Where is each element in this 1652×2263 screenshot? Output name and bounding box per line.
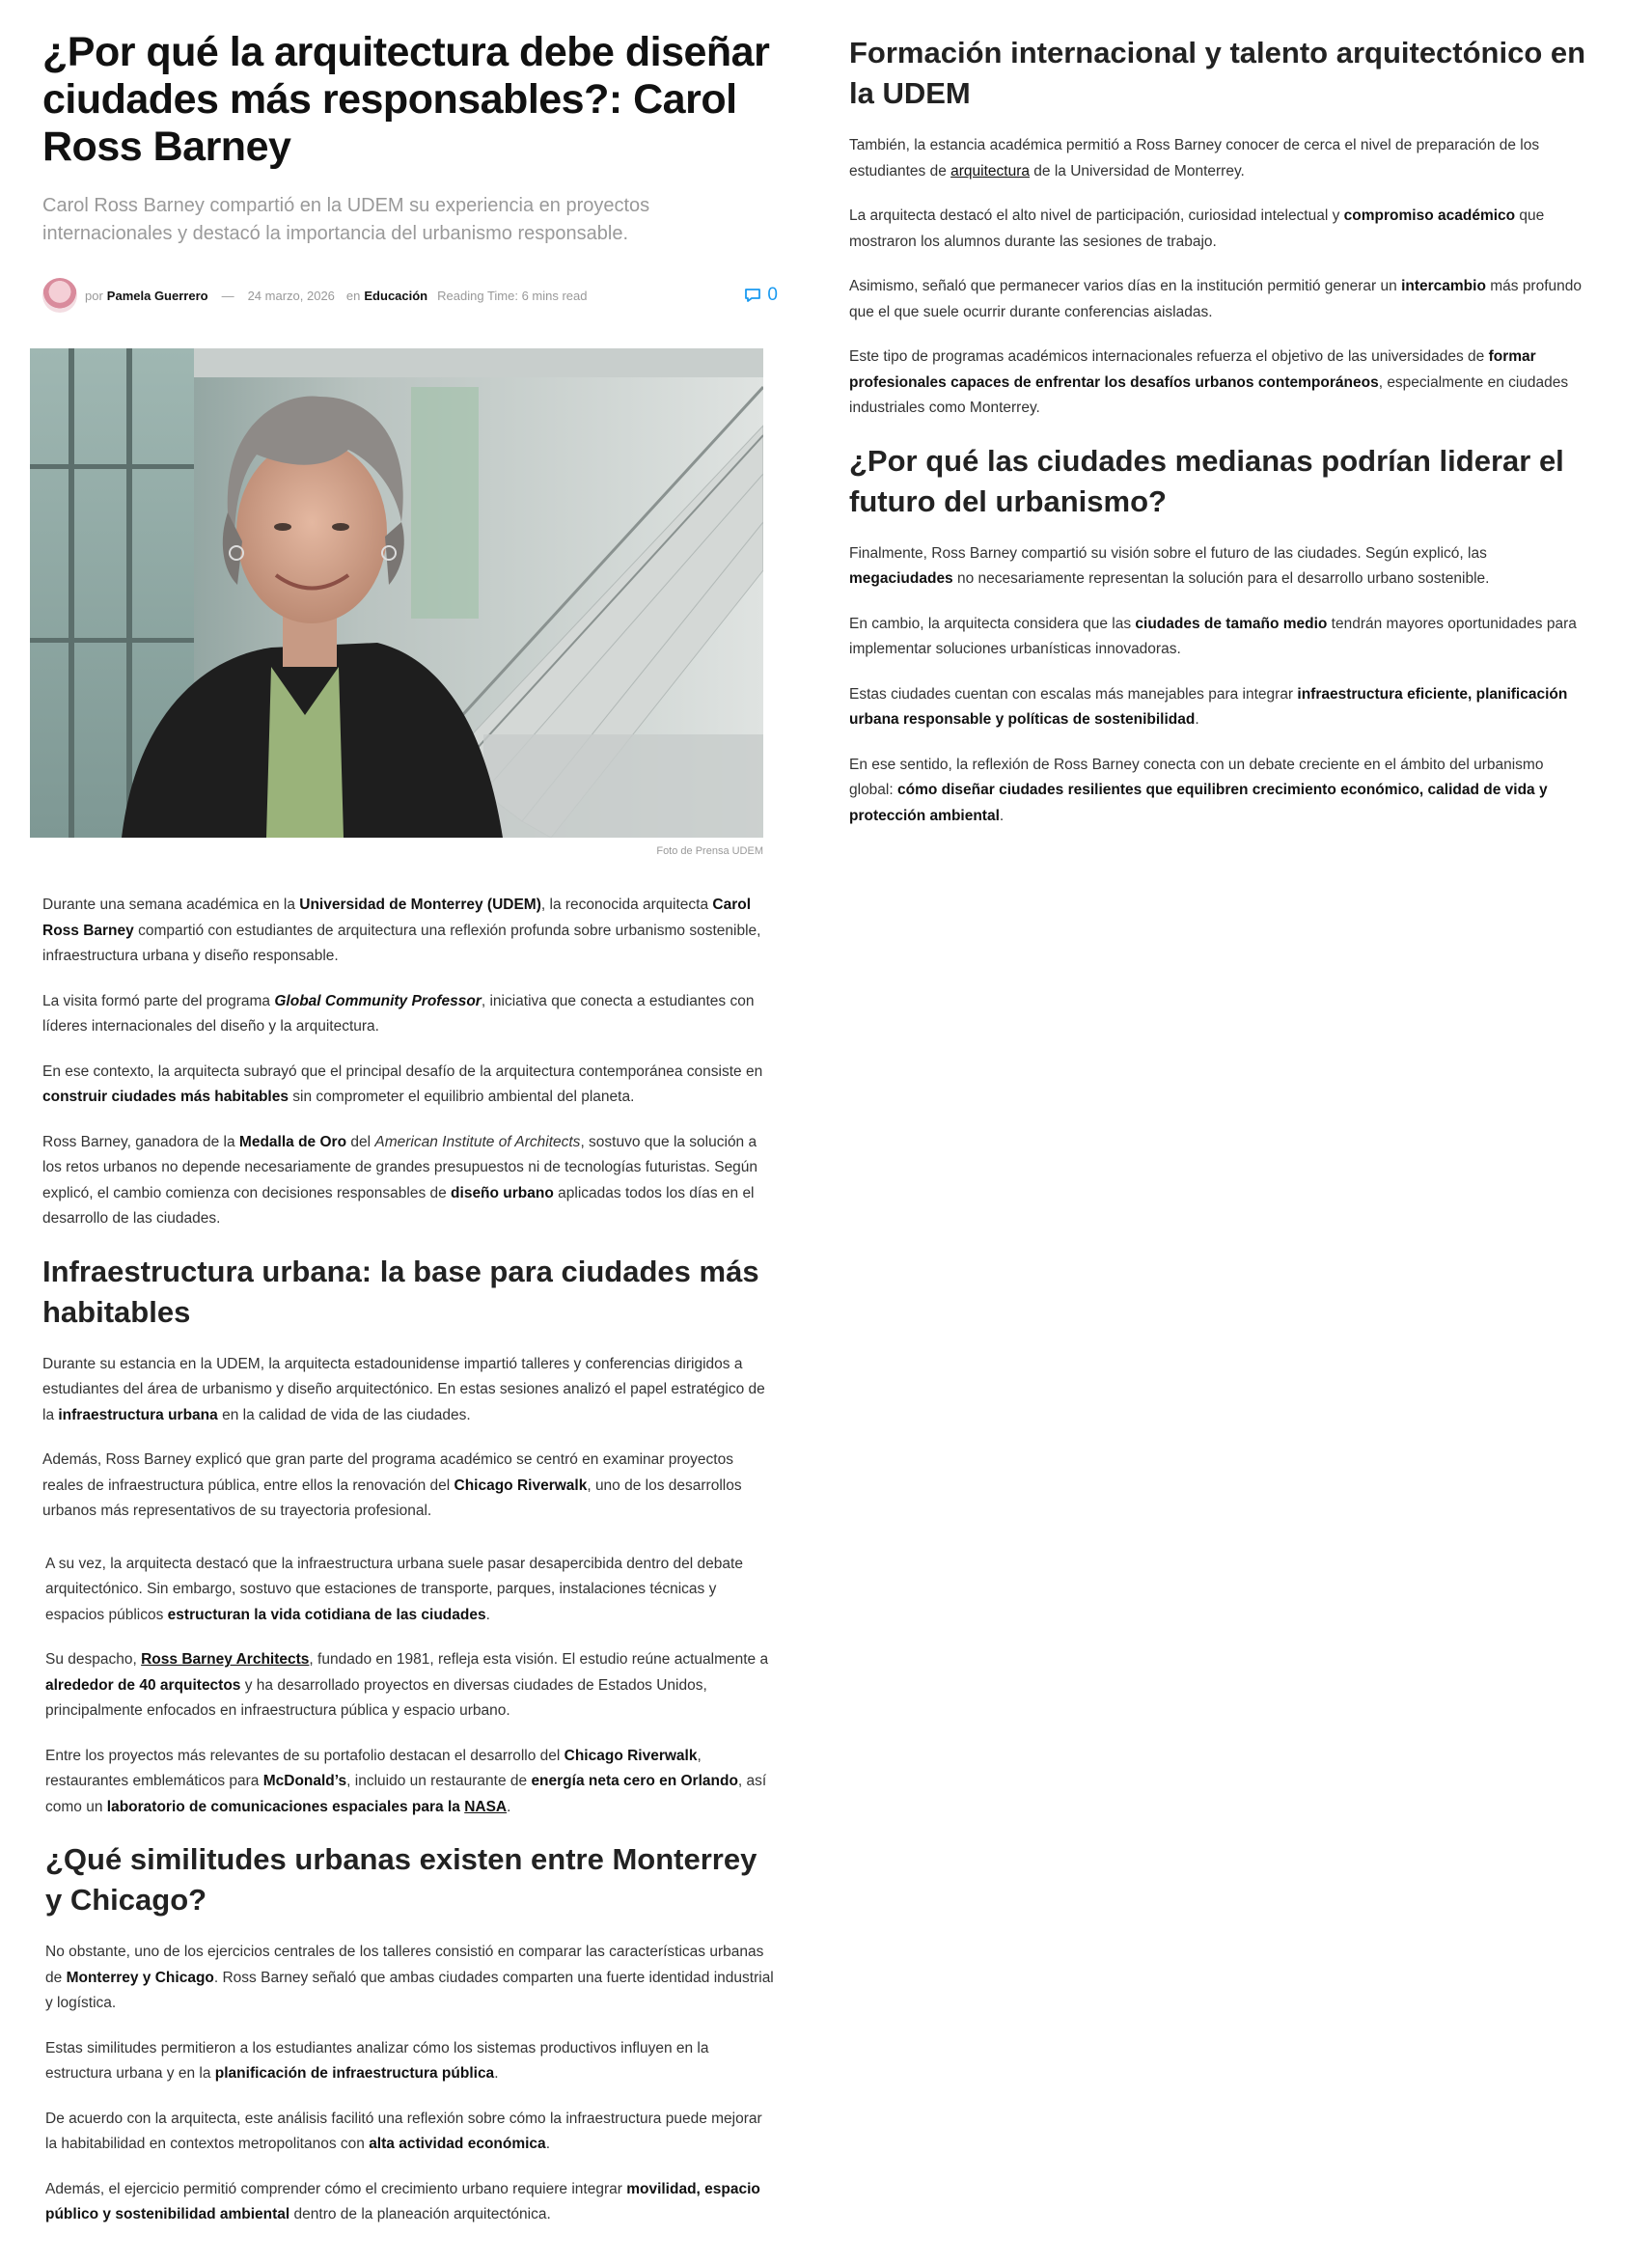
paragraph: Estas ciudades cuentan con escalas más manejables para integrar infraestructura eficiente, planificación urbana responsable y políticas de sostenibilidad. — [849, 685, 1568, 728]
section-heading: ¿Qué similitudes urbanas existen entre Monterrey y Chicago? — [45, 1842, 757, 1917]
paragraph: Su despacho, Ross Barney Architects, fundado en 1981, refleja esta visión. El estudio reúne actualmente a alrededor de 40 arquitectos y ha desarrollado proyectos en diversas ciudades de Estados Unidos, principalmente enfocados en infraestructura pública y espacio urbano. — [45, 1651, 769, 1719]
comment-icon — [744, 288, 761, 303]
image-caption: Foto de Prensa UDEM — [656, 845, 763, 857]
paragraph: Asimismo, señaló que permanecer varios días en la institución permitió generar un intercambio más profundo que el que suele ocurrir durante conferencias aisladas. — [849, 278, 1583, 320]
hero-illustration — [30, 348, 763, 838]
paragraph: La arquitecta destacó el alto nivel de participación, curiosidad intelectual y compromiso académico que mostraron los alumnos durante las sesiones de trabajo. — [849, 207, 1545, 250]
paragraph: Este tipo de programas académicos internacionales refuerza el objetivo de las universidades de formar profesionales capaces de enfrentar los desafíos urbanos contemporáneos, especialmente en ciudades industriales como Monterrey. — [849, 348, 1569, 416]
author-link[interactable]: Pamela Guerrero — [106, 288, 208, 303]
category-link[interactable]: Educación — [364, 288, 428, 303]
article-body-left — [42, 893, 778, 2248]
paragraph: La visita formó parte del programa Global Community Professor, iniciativa que conecta a estudiantes con líderes internacionales del diseño y la arquitectura. — [42, 992, 755, 1035]
paragraph: Finalmente, Ross Barney compartió su visión sobre el futuro de las ciudades. Según explicó, las megaciudades no necesariamente representan la solución para el desarrollo urbano sostenible. — [849, 544, 1490, 587]
article-header — [42, 29, 778, 314]
paragraph: En ese contexto, la arquitecta subrayó que el principal desafío de la arquitectura contemporánea consiste en construir ciudades más habitables sin comprometer el equilibrio ambiental del planeta. — [42, 1063, 763, 1105]
arquitectura-link[interactable]: arquitectura — [950, 162, 1030, 179]
paragraph: A su vez, la arquitecta destacó que la infraestructura urbana suele pasar desapercibida dentro del debate arquitectónico. Sin embargo, sostuvo que estaciones de transporte, parques, instalaciones técnicas y espacios públicos estructuran la vida cotidiana de las ciudades. — [45, 1555, 743, 1623]
section-heading: Infraestructura urbana: la base para ciudades más habitables — [42, 1254, 759, 1329]
paragraph: Estas similitudes permitieron a los estudiantes analizar cómo los sistemas productivos influyen en la estructura urbana y en la planificación de infraestructura pública. — [45, 2039, 709, 2082]
paragraph: Ross Barney, ganadora de la Medalla de Oro del American Institute of Architects, sostuvo que la solución a los retos urbanos no depende necesariamente de grandes presupuestos ni de tecnologías futuristas. Según explicó, el cambio comienza con decisiones responsables de diseño urbano aplicadas todos los días en el desarrollo de las ciudades. — [42, 1133, 758, 1227]
article-title: ¿Por qué la arquitectura debe diseñar ciudades más responsables?: Carol Ross Barney — [42, 29, 770, 170]
comments-count: 0 — [767, 285, 778, 305]
paragraph: Durante su estancia en la UDEM, la arquitecta estadounidense impartió talleres y conferencias dirigidos a estudiantes del área de urbanismo y diseño arquitectónico. En estas sesiones analizó el papel estratégico de la infraestructura urbana en la calidad de vida de las ciudades. — [42, 1355, 765, 1423]
section-heading: Formación internacional y talento arquitectónico en la UDEM — [849, 36, 1586, 110]
paragraph: En cambio, la arquitecta considera que las ciudades de tamaño medio tendrán mayores oportunidades para implementar soluciones urbanísticas innovadoras. — [849, 615, 1577, 657]
paragraph: En ese sentido, la reflexión de Ross Barney conecta con un debate creciente en el ámbito del urbanismo global: cómo diseñar ciudades resilientes que equilibren crecimiento económico, calidad de vida y protección ambiental. — [849, 756, 1548, 824]
paragraph: También, la estancia académica permitió a Ross Barney conocer de cerca el nivel de preparación de los estudiantes de arquitectura de la Universidad de Monterrey. — [849, 137, 1540, 179]
article-subtitle: Carol Ross Barney compartió en la UDEM su experiencia en proyectos internacionales y destacó la importancia del urbanismo responsable. — [42, 195, 650, 244]
by-label: por — [85, 288, 103, 303]
ross-barney-architects-link[interactable]: Ross Barney Architects — [141, 1651, 310, 1668]
article-meta — [42, 277, 778, 314]
hero-image — [30, 348, 763, 838]
comments-link[interactable] — [744, 285, 778, 306]
paragraph: Durante una semana académica en la Universidad de Monterrey (UDEM), la reconocida arquitecta Carol Ross Barney compartió con estudiantes de arquitectura una reflexión profunda sobre urbanismo sostenible, infraestructura urbana y diseño responsable. — [42, 897, 761, 964]
reading-time: Reading Time: 6 mins read — [437, 288, 588, 303]
nasa-link[interactable]: NASA — [464, 1798, 508, 1815]
meta-separator: — — [221, 288, 234, 303]
paragraph: No obstante, uno de los ejercicios centrales de los talleres consistió en comparar las características urbanas de Monterrey y Chicago. Ross Barney señaló que ambas ciudades comparten una fuerte identidad industrial y logística. — [45, 1944, 774, 2011]
author-avatar[interactable] — [42, 278, 77, 313]
paragraph: Además, el ejercicio permitió comprender cómo el crecimiento urbano requiere integrar movilidad, espacio público y sostenibilidad ambiental dentro de la planeación arquitectónica. — [45, 2180, 760, 2222]
article-body-right — [849, 33, 1588, 848]
in-label: en — [345, 288, 361, 303]
paragraph: De acuerdo con la arquitecta, este análisis facilitó una reflexión sobre cómo la infraestructura puede mejorar la habitabilidad en contextos metropolitanos con alta actividad económica. — [45, 2110, 762, 2152]
paragraph: Entre los proyectos más relevantes de su portafolio destacan el desarrollo del Chicago Riverwalk, restaurantes emblemáticos para McDonald’s, incluido un restaurante de energía neta cero en Orlando, así como un laboratorio de comunicaciones espaciales para la NASA. — [45, 1747, 767, 1815]
section-heading: ¿Por qué las ciudades medianas podrían liderar el futuro del urbanismo? — [849, 443, 1564, 518]
paragraph: Además, Ross Barney explicó que gran parte del programa académico se centró en examinar proyectos reales de infraestructura pública, entre ellos la renovación del Chicago Riverwalk, uno de los desarrollos urbanos más representativos de su trayectoria profesional. — [42, 1451, 742, 1519]
publish-date: 24 marzo, 2026 — [247, 288, 335, 303]
